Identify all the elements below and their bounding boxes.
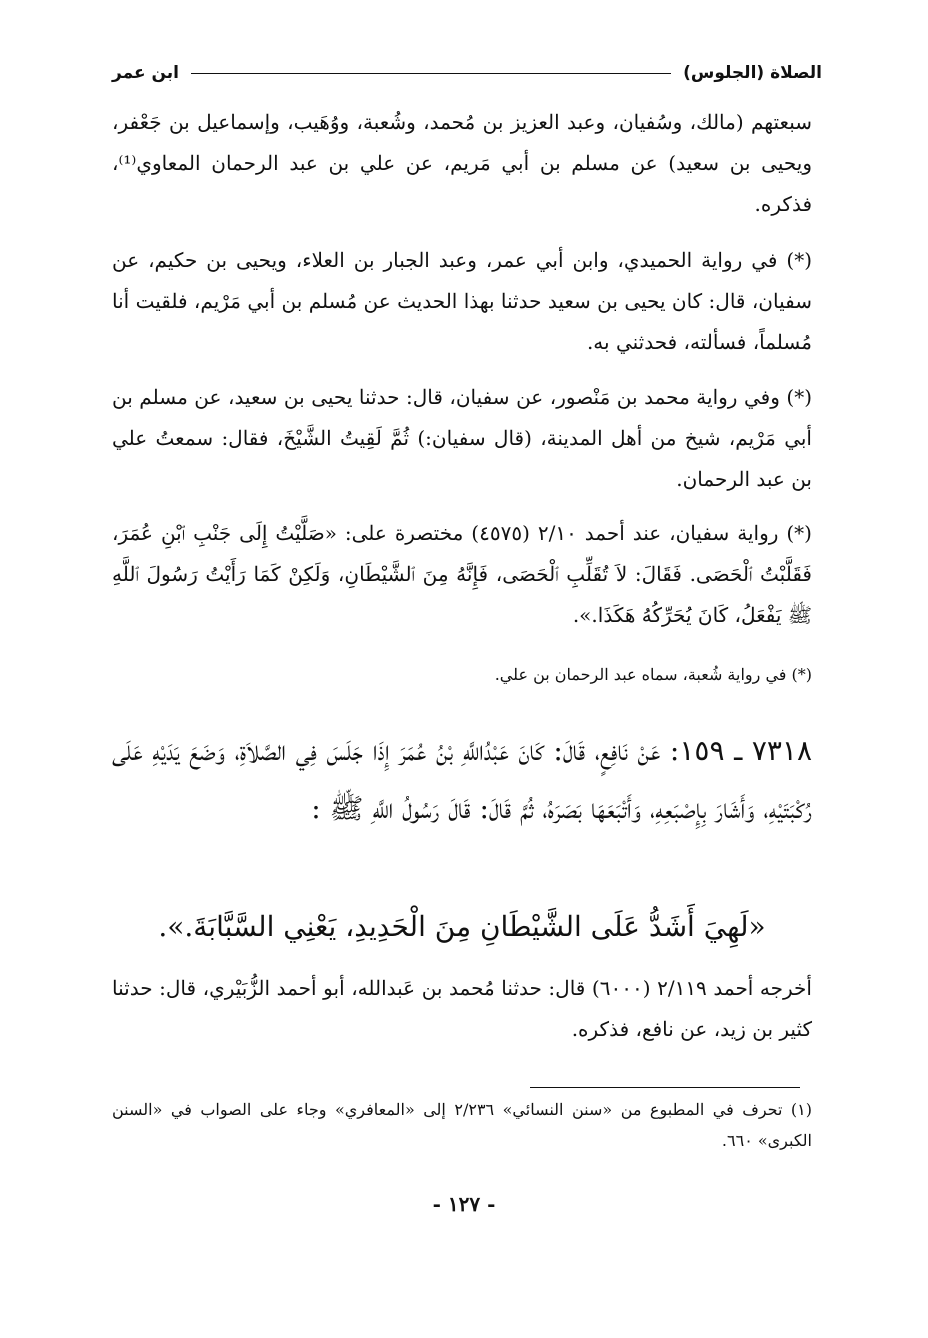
header-rule <box>191 73 671 74</box>
note-humaidi: (*) في رواية الحميدي، وابن أبي عمر، وعبد الجبار بن العلاء، ويحيى بن حكيم، عن سفيان، قال: كان يحيى بن سعيد حدثنا بهذا الحديث عن مُسلم بن أبي مَرْيم، فلقيت أنا مُسلماً، فسألته، فحدثني به. <box>112 248 812 354</box>
takhrij-paragraph: أخرجه أحمد ٢/١١٩ (٦٠٠٠) قال: حدثنا مُحمد بن عَبدالله، أبو أحمد الزُّبَيْري، قال: حدثنا كثير بن زيد، عن نافع، فذكره. <box>112 976 812 1041</box>
chapter-title: الصلاة (الجلوس) <box>683 63 822 83</box>
footnote: (١) تحرف في المطبوع من «سنن النسائي» ٢/٢٣٦ إلى «المعافري» وجاء على الصواب في «السنن الكبرى» ٦٦٠. <box>112 1100 812 1150</box>
footnote-rule <box>530 1087 800 1088</box>
note-sufyan: (*) رواية سفيان، عند أحمد ٢/١٠ (٤٥٧٥) مختصرة على: «صَلَّيْتُ إِلَى جَنْبِ ٱبْنِ عُمَرَ، فَقَلَّبْتُ ٱلْحَصَى. فَقَالَ: لاَ تُقَلِّبِ ٱلْحَصَى، فَإِنَّهُ مِنَ ٱلشَّيْطَانِ، وَلَكِنْ كَمَا رَأَيْتُ رَسُولَ ٱللَّهِ ﷺ يَفْعَلُ، كَانَ يُحَرِّكُهُ هَكَذَا.». <box>112 521 812 627</box>
hadith-quote: «لَهِيَ أَشَدُّ عَلَى الشَّيْطَانِ مِنَ الْحَدِيدِ، يَعْنِي السَّبَّابَةَ.». <box>158 910 766 943</box>
chain-paragraph: سبعتهم (مالك، وسُفيان، وعبد العزيز بن مُحمد، وشُعبة، ووُهَيب، وإسماعيل بن جَعْفر، ويحيى بن سعيد) عن مسلم بن أبي مَريم، عن علي بن عبد الرحمان المعاوي⁽¹⁾، فذكره. <box>112 110 812 216</box>
running-header <box>112 58 822 88</box>
note-mansur: (*) وفي رواية محمد بن مَنْصور، عن سفيان، قال: حدثنا يحيى بن سعيد، عن مسلم بن أبي مَرْيم، شيخ من أهل المدينة، (قال سفيان:) ثُمَّ لَقِيتُ الشَّيْخَ، فقال: سمعتُ علي بن عبد الرحمان. <box>112 385 812 491</box>
hadith-text: ٧٣١٨ ـ ١٥٩: عَنْ نَافِعٍ، قَالَ: كَانَ عَبْدُاللَّهِ بْنُ عُمَرَ إِذَا جَلَسَ فِي الصَّلاَةِ، وَضَعَ يَدَيْهِ عَلَى رُكْبَتَيْهِ، وَأَشَارَ بِإِصْبَعِهِ، وَأَتْبَعَهَا بَصَرَهُ، ثُمَّ قَالَ: قَالَ رَسُولُ اللَّهِ ﷺ : <box>112 734 812 825</box>
note-shuba: (*) في رواية شُعبة، سماه عبد الرحمان بن علي. <box>494 665 812 684</box>
page-number: - ١٢٧ - <box>432 1192 496 1216</box>
narrator-title: ابن عمر <box>112 63 180 83</box>
